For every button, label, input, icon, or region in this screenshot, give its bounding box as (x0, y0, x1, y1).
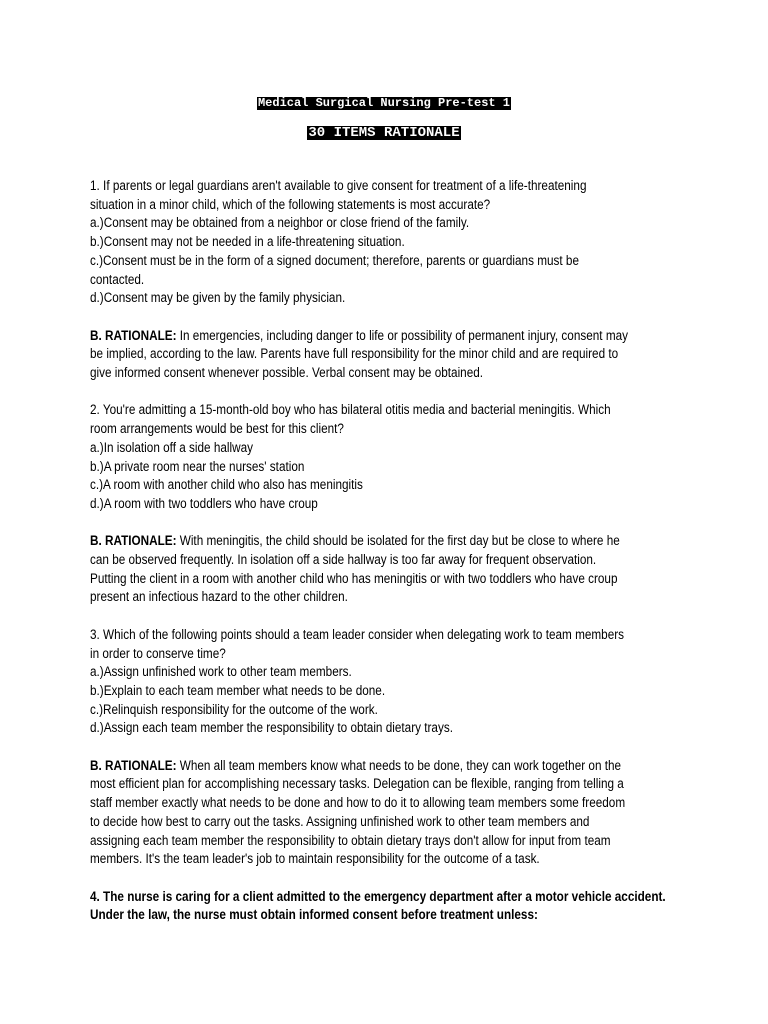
rationale-line: present an infectious hazard to the other children. (90, 589, 348, 605)
choice-a: a.)Consent may be obtained from a neighbor or close friend of the family. (90, 215, 470, 231)
document-subtitle-text: 30 ITEMS RATIONALE (308, 125, 460, 141)
question-item-4 (90, 888, 678, 925)
rationale-line: staff member exactly what needs to be done and how to do it to allowing team members some freedom (90, 795, 626, 811)
choice-c: c.)Relinquish responsibility for the outcome of the work. (90, 701, 378, 717)
rationale (90, 532, 678, 607)
answer-choices (90, 214, 678, 308)
question-item-1 (90, 177, 678, 383)
rationale (90, 327, 678, 383)
rationale (90, 757, 678, 869)
document-body (90, 177, 678, 925)
rationale-line: assigning each team member the responsibility to obtain dietary trays don't allow for input from team (90, 832, 611, 848)
rationale-line (90, 327, 678, 346)
question-line: 2. You're admitting a 15-month-old boy who has bilateral otitis media and bacterial meningitis. Which (90, 402, 611, 418)
answer-choices (90, 439, 678, 514)
rationale-line: can be observed frequently. In isolation off a side hallway is too far away for frequent observation. (90, 552, 597, 568)
rationale-text: When all team members know what needs to be done, they can work together on the (179, 757, 622, 773)
choice-d: d.)Assign each team member the responsibility to obtain dietary trays. (90, 720, 453, 736)
rationale-text: In emergencies, including danger to life or possibility of permanent injury, consent may (179, 327, 629, 343)
answer-choices (90, 663, 678, 738)
choice-d: d.)Consent may be given by the family physician. (90, 290, 346, 306)
choice-b: b.)A private room near the nurses' station (90, 458, 305, 474)
question-line: in order to conserve time? (90, 645, 226, 661)
rationale-line: give informed consent whenever possible. Verbal consent may be obtained. (90, 365, 484, 381)
rationale-line: be implied, according to the law. Parents have full responsibility for the minor child and are required to (90, 346, 619, 362)
choice-a: a.)In isolation off a side hallway (90, 439, 254, 455)
rationale-label: B. RATIONALE: (90, 533, 177, 549)
question-line: 1. If parents or legal guardians aren't available to give consent for treatment of a life-threatening (90, 178, 587, 193)
question-text (90, 401, 678, 438)
choice-c: c.)Consent must be in the form of a signed document; therefore, parents or guardians must be (90, 252, 579, 268)
choice-a: a.)Assign unfinished work to other team members. (90, 664, 352, 680)
question-line: 4. The nurse is caring for a client admitted to the emergency department after a motor vehicle accident. (90, 888, 666, 904)
rationale-line (90, 532, 678, 551)
rationale-text: With meningitis, the child should be isolated for the first day but be close to where he (179, 533, 620, 549)
document-title-text: Medical Surgical Nursing Pre-test 1 (257, 96, 511, 110)
rationale-label: B. RATIONALE: (90, 757, 177, 773)
rationale-line (90, 757, 678, 776)
rationale-line: members. It's the team leader's job to maintain responsibility for the outcome of a task. (90, 851, 540, 867)
question-text (90, 888, 678, 925)
question-line: situation in a minor child, which of the following statements is most accurate? (90, 196, 491, 212)
rationale-label: B. RATIONALE: (90, 327, 177, 343)
choice-b: b.)Consent may not be needed in a life-threatening situation. (90, 234, 405, 250)
question-text (90, 626, 678, 663)
question-line: Under the law, the nurse must obtain informed consent before treatment unless: (90, 907, 538, 923)
choice-c: c.)A room with another child who also has meningitis (90, 477, 363, 493)
question-item-2 (90, 401, 678, 607)
question-line: room arrangements would be best for this client? (90, 421, 344, 437)
rationale-line: to decide how best to carry out the tasks. Assigning unfinished work to other team members and (90, 813, 590, 829)
question-item-3 (90, 626, 678, 869)
rationale-line: Putting the client in a room with another child who has meningitis or with two toddlers who have croup (90, 570, 618, 586)
question-line: 3. Which of the following points should a team leader consider when delegating work to team members (90, 626, 625, 642)
rationale-line: most efficient plan for accomplishing necessary tasks. Delegation can be flexible, ranging from telling a (90, 776, 624, 792)
question-text (90, 177, 678, 214)
choice-b: b.)Explain to each team member what needs to be done. (90, 682, 386, 698)
choice-d: d.)A room with two toddlers who have croup (90, 495, 318, 511)
choice-c-continued: contacted. (90, 271, 145, 287)
document-subtitle (0, 123, 768, 141)
document-title (0, 93, 768, 111)
